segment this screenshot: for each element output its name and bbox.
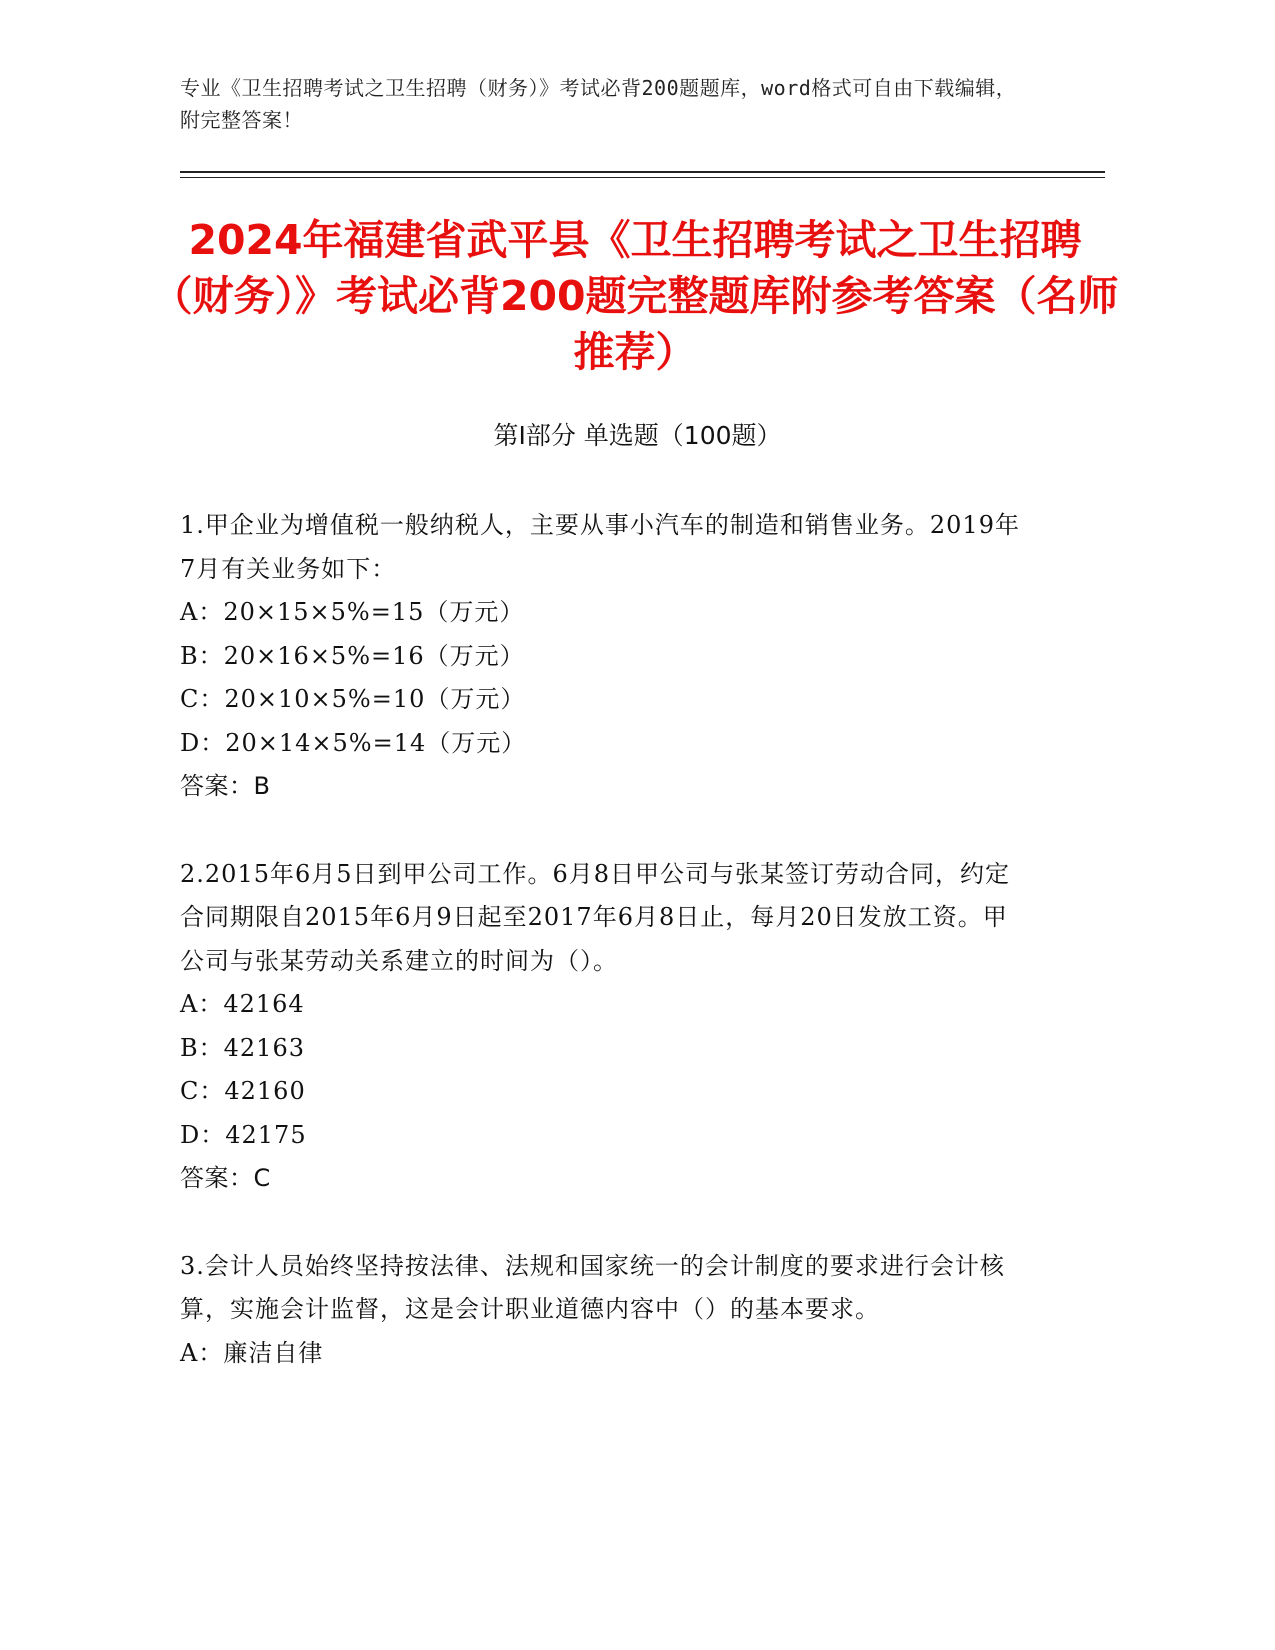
option-a: A：42164	[180, 990, 305, 1018]
question-3	[180, 1245, 1020, 1376]
option-a: A：廉洁自律	[180, 1338, 324, 1367]
option-d: D：42175	[180, 1120, 307, 1149]
question-stem: 2.2015年6月5日到甲公司工作。6月8日甲公司与张某签订劳动合同，约定合同期限自2015年6月9日起至2017年6月8日止，每月20日发放工资。甲公司与张某劳动关系建立的时间为（）。	[180, 859, 1011, 975]
question-1	[180, 504, 1020, 809]
header-note: 专业《卫生招聘考试之卫生招聘（财务）》考试必背200题题库，word格式可自由下载编辑，附完整答案！	[180, 76, 1017, 132]
question-2	[180, 853, 1020, 1201]
header-divider-thin	[180, 177, 1105, 178]
document-title: 2024年福建省武平县《卫生招聘考试之卫生招聘（财务）》考试必背200题完整题库附参考答案（名师推荐）	[151, 216, 1119, 376]
section-heading: 第Ⅰ部分 单选题（100题）	[493, 421, 782, 450]
answer: 答案：B	[180, 772, 271, 800]
option-b: B：42163	[180, 1033, 305, 1062]
option-d: D：20×14×5%=14（万元）	[180, 728, 527, 757]
option-c: C：42160	[180, 1077, 306, 1105]
question-list	[180, 504, 1020, 1419]
question-stem: 1.甲企业为增值税一般纳税人，主要从事小汽车的制造和销售业务。2019年7月有关业务如下：	[180, 511, 1020, 583]
option-b: B：20×16×5%=16（万元）	[180, 641, 525, 670]
question-stem: 3.会计人员始终坚持按法律、法规和国家统一的会计制度的要求进行会计核算，实施会计监督，这是会计职业道德内容中（）的基本要求。	[180, 1251, 1005, 1323]
option-a: A：20×15×5%=15（万元）	[180, 598, 525, 626]
option-c: C：20×10×5%=10（万元）	[180, 685, 526, 713]
answer: 答案：C	[180, 1164, 271, 1192]
header-divider-thick	[180, 171, 1105, 173]
